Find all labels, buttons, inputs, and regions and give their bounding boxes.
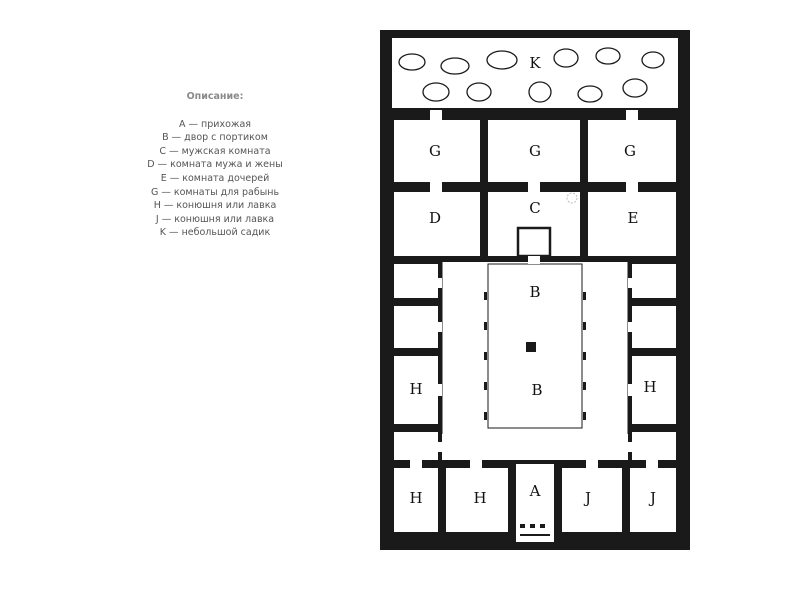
label-courtyard-upper: B [529, 283, 541, 301]
label-entrance: A [529, 482, 541, 500]
label-stable-left-mid: H [409, 380, 423, 398]
legend-title: Описание: [186, 91, 244, 102]
legend-item-d: D — комната мужа и жены [147, 159, 283, 171]
left-room-4 [394, 432, 438, 460]
stable-j-1 [562, 468, 622, 532]
legend-item-a: A — прихожая [179, 118, 251, 130]
legend-item-b: B — двор с портиком [162, 132, 268, 144]
label-stable-j-2: J [649, 489, 657, 507]
left-room-1 [394, 264, 438, 298]
right-room-4 [632, 432, 676, 460]
label-garden: K [529, 54, 541, 72]
label-stable-j-1: J [584, 489, 592, 507]
label-mens-room: C [529, 199, 541, 217]
house-floor-plan [380, 30, 690, 550]
label-master-bedroom: D [428, 209, 442, 227]
legend-item-g: G — комнаты для рабынь [150, 186, 280, 198]
right-room-2 [632, 306, 676, 348]
label-courtyard-lower: B [531, 381, 543, 399]
legend-item-e: E — комната дочерей [160, 172, 270, 184]
mens-room-niche [518, 228, 550, 256]
legend-item-k: K — небольшой садик [159, 227, 271, 239]
legend-item-c: C — мужская комната [159, 145, 271, 157]
left-room-2 [394, 306, 438, 348]
plan-legend [100, 90, 330, 240]
label-daughters-room: E [627, 209, 639, 227]
label-slave-room-2: G [529, 142, 541, 160]
label-slave-room-3: G [624, 142, 636, 160]
label-stable-right-mid: H [643, 378, 657, 396]
entrance-hall [516, 464, 554, 542]
right-room-1 [632, 264, 676, 298]
label-stable-bottom-1: H [409, 489, 423, 507]
label-slave-room-1: G [429, 142, 441, 160]
legend-item-j: J — конюшня или лавка [155, 213, 275, 225]
label-stable-bottom-2: H [473, 489, 487, 507]
south-corridor [442, 434, 628, 460]
legend-item-h: H — конюшня или лавка [153, 200, 277, 212]
